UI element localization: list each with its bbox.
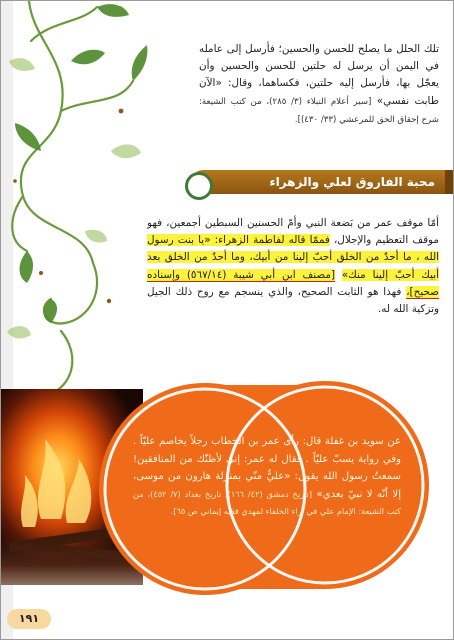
highlighted-source: [مصنف ابن أبي شيبة (٥٦٧/١٤) وإسناده صحيح]، bbox=[147, 268, 439, 298]
section-heading: محبة الفاروق لعلي والزهراء bbox=[269, 175, 435, 189]
ring-ornament bbox=[185, 172, 213, 200]
paragraph-main bbox=[147, 215, 439, 365]
narration-body: عن سويد بن غفلة قال: رأى عمر بن الخطاب رجلاً يخاصم عليّاً . وفي رواية يسبّ عليّاً . فقال له عمر: إني لأظنّك من المنافقين! سمعتُ رسول الله يقول: «عليٌّ منّي بمنزلة هارون من موسى، إلا أنّه لا نبيّ بعدي» bbox=[133, 436, 401, 500]
section-heading-bar bbox=[191, 164, 453, 200]
highlighted-quote: فممّا قاله لفاطمة الزهراء: «يا بنت رسول الله ، ما أحدٌ من الخلق أحبّ إلينا من أبيك، وما أحدٌ من الخلق بعد أبيك أحبّ إلينا منك» bbox=[147, 234, 439, 281]
paragraph-top bbox=[199, 41, 439, 149]
paragraph-top-text: تلك الحلل ما يصلح للحسن والحسين؛ فأرسل إلى عامله في اليمن أن يرسل له حلتين للحسن والحسين وأن يعجّل بها، فأرسل إليه حلتين، فكساهما، وقال: «الآن طابت نفسي» bbox=[199, 43, 439, 107]
narration-source: [تاريخ دمشق (٤٢/ ١٦٦)؛ تاريخ بغداد (٧/ ٤٥٢)، من كتب الشيعة: الإمام علي في آراء الخلفاء لمهدي فقيه إيماني ص ٦٥]. bbox=[133, 488, 401, 517]
paragraph-top-source: [سير أعلام النبلاء (٣/ ٢٨٥)، من كتب الشيعة: شرح إحقاق الحق للمرعشي (٣٣/ ٤٣٠)]. bbox=[199, 96, 439, 125]
paragraph-main-outro: فهذا هو الثابت الصحيح، والذي ينسجم مع روح ذلك الجيل وتزكية الله له. bbox=[147, 285, 439, 316]
narration-text bbox=[133, 433, 401, 583]
page-number: ١٩١ bbox=[7, 609, 51, 629]
paragraph-main-intro: أمّا موقف عمر من بَضعة النبي وأمّ الحسنين السبطين أجمعين، فهو موقف التعظيم والإجلال، bbox=[147, 217, 439, 247]
vine-decoration bbox=[1, 1, 151, 421]
